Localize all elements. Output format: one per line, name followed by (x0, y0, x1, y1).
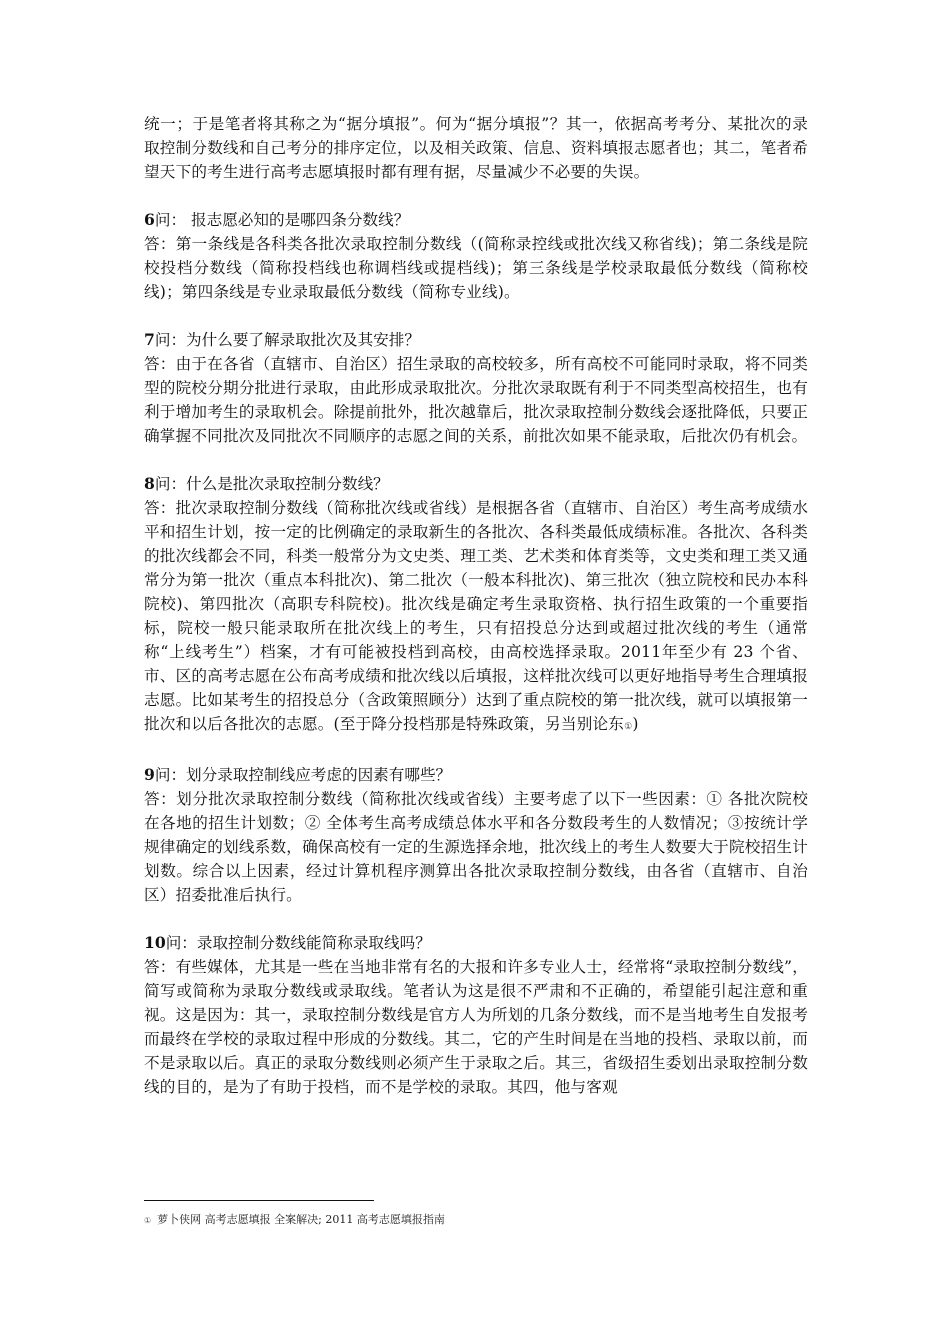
answer-8-text: 答：批次录取控制分数线（简称批次线或省线）是根据各省（直辖市、自治区）考生高考成绩水平和招生计划，按一定的比例确定的录取新生的各批次、各科类最低成绩标准。各批次、各科类的批次线都会不同，科类一般常分为文史类、理工类、艺术类和体育类等，文史类和理工类又通常分为第一批次（重点本科批次)、第二批次（一般本科批次)、第三批次（独立院校和民办本科院校)、第四批次（高职专科院校)。批次线是确定考生录取资格、执行招生政策的一个重要指标，院校一般只能录取所在批次线上的考生，只有招投总分达到或超过批次线的考生（通常称“上线考生”）档案，才有可能被投档到高校，由高校选择录取。2011年至少有 23 个省、市、区的高考志愿在公布高考成绩和批次线以后填报，这样批次线可以更好地指导考生合理填报志愿。比如某考生的招投总分（含政策照顾分）达到了重点院校的第一批次线，就可以填报第一批次和以后各批次的志愿。(至于降分投档那是特殊政策，另当别论东 (144, 499, 808, 733)
question-number: 10 (144, 933, 166, 952)
footnote-divider (144, 1200, 374, 1201)
answer-6: 答：第一条线是各科类各批次录取控制分数线（(简称录控线或批次线又称省线)；第二条线是院校投档分数线（简称投档线也称调档线或提档线)；第三条线是学校录取最低分数线（简称校线)；第四条线是专业录取最低分数线（简称专业线)。 (144, 235, 808, 301)
question-number: 7 (144, 330, 155, 349)
qa-section-8 (144, 472, 808, 739)
question-6 (144, 208, 808, 232)
qa-section-6 (144, 208, 808, 304)
question-9 (144, 763, 808, 787)
answer-8 (144, 496, 808, 739)
question-text: 问： 报志愿必知的是哪四条分数线？ (154, 211, 410, 229)
answer-7: 答：由于在各省（直辖市、自治区）招生录取的高校较多，所有高校不可能同时录取，将不同类型的院校分期分批进行录取，由此形成录取批次。分批次录取既有利于不同类型高校招生，也有利于增加考生的录取机会。除提前批外，批次越靠后，批次录取控制分数线会逐批降低，只要正确掌握不同批次及同批次不同顺序的志愿之间的关系，前批次如果不能录取，后批次仍有机会。 (144, 355, 808, 445)
question-8 (144, 472, 808, 496)
document-body (144, 112, 808, 1099)
question-text: 问：录取控制分数线能简称录取线吗？ (165, 934, 431, 952)
question-number: 6 (144, 210, 155, 229)
answer-9: 答：划分批次录取控制分数线（简称批次线或省线）主要考虑了以下一些因素：① 各批次院校在各地的招生计划数；② 全体考生高考成绩总体水平和各分数段考生的人数情况；③按统计学规律确定的划线系数，确保高校有一定的生源选择余地，批次线上的考生人数要大于院校招生计划数。综合以上因素，经过计算机程序测算出各批次录取控制分数线，由各省（直辖市、自治区）招委批准后执行。 (144, 790, 808, 904)
question-number: 8 (144, 474, 155, 493)
question-text: 问：为什么要了解录取批次及其安排？ (154, 331, 420, 349)
qa-section-10 (144, 931, 808, 1099)
question-text: 问：划分录取控制线应考虑的因素有哪些？ (154, 766, 452, 784)
footnote-reference[interactable]: ① (624, 722, 633, 732)
question-7 (144, 328, 808, 352)
answer-8-end: ) (632, 715, 639, 733)
intro-paragraph: 统一；于是笔者将其称之为“据分填报”。何为“据分填报”？其一，依据高考考分、某批次的录取控制分数线和自己考分的排序定位，以及相关政策、信息、资料填报志愿者也；其二，笔者希望天下的考生进行高考志愿填报时都有理有据，尽量减少不必要的失误。 (144, 115, 808, 181)
qa-section-9 (144, 763, 808, 907)
footnote (144, 1212, 808, 1229)
question-text: 问：什么是批次录取控制分数线？ (154, 475, 389, 493)
answer-10: 答：有些媒体，尤其是一些在当地非常有名的大报和许多专业人士，经常将“录取控制分数线”，简写或简称为录取分数线或录取线。笔者认为这是很不严肃和不正确的，希望能引起注意和重视。这是因为：其一，录取控制分数线是官方人为所划的几条分数线，而不是当地考生自发报考而最终在学校的录取过程中形成的分数线。其二，它的产生时间是在当地的投档、录取以前，而不是录取以后。真正的录取分数线则必须产生于录取之后。其三，省级招生委划出录取控制分数线的目的，是为了有助于投档，而不是学校的录取。其四，他与客观 (144, 958, 808, 1096)
qa-section-7 (144, 328, 808, 448)
footnote-mark: ① (144, 1216, 152, 1225)
question-10 (144, 931, 808, 955)
footnote-text: 萝卜侠网 高考志愿填报 全案解决; 2011 高考志愿填报指南 (157, 1213, 445, 1226)
question-number: 9 (144, 765, 155, 784)
